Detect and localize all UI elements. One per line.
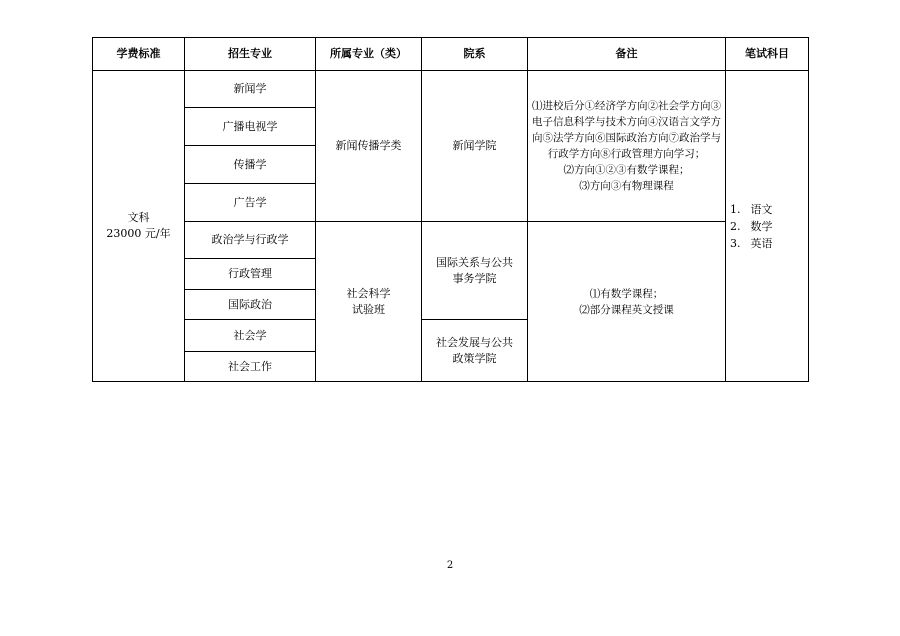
major-cell: 新闻学 [185, 71, 316, 108]
subject-item [730, 201, 804, 218]
header-exam-subjects: 笔试科目 [726, 38, 809, 71]
header-fee: 学费标准 [93, 38, 185, 71]
notes-cell [528, 71, 726, 222]
department-cell: 新闻学院 [422, 71, 528, 222]
page-number: 2 [446, 560, 454, 571]
header-notes: 备注 [528, 38, 726, 71]
major-cell: 行政管理 [185, 259, 316, 290]
major-cell: 传播学 [185, 146, 316, 184]
department-cell [422, 222, 528, 320]
department-line: 政策学院 [452, 351, 497, 365]
category-cell: 新闻传播学类 [316, 71, 422, 222]
subject-number: 1. [730, 202, 741, 216]
notes-cell [528, 222, 726, 382]
fee-line-1: 文科 [127, 211, 150, 224]
department-cell [422, 320, 528, 382]
note-item: ⑴有数学课程； [589, 287, 664, 300]
fee-cell [93, 71, 185, 382]
header-major: 招生专业 [185, 38, 316, 71]
exam-subjects-cell [726, 71, 809, 382]
category-line: 社会科学 [346, 286, 391, 300]
note-item: ⑵部分课程英文授课 [579, 303, 674, 316]
department-line: 社会发展与公共 [436, 335, 513, 349]
subject-name: 英语 [750, 236, 773, 250]
category-cell [316, 222, 422, 382]
header-department: 院系 [422, 38, 528, 71]
major-cell: 政治学与行政学 [185, 222, 316, 259]
note-item: ⑶方向③有物理课程 [579, 180, 674, 192]
subject-number: 3. [730, 236, 741, 250]
major-cell: 社会工作 [185, 352, 316, 382]
header-category: 所属专业（类） [316, 38, 422, 71]
subject-name: 数学 [750, 219, 773, 233]
admissions-table [92, 37, 809, 382]
subject-number: 2. [730, 219, 741, 233]
table-row [93, 71, 809, 108]
note-item: ⑴进校后分①经济学方向②社会学方向③电子信息科学与技术方向④汉语言文学方向⑤法学方向⑥国际政治方向⑦政治学与行政学方向⑧行政管理方向学习； [532, 100, 721, 160]
table-row [93, 222, 809, 259]
major-cell: 广播电视学 [185, 108, 316, 146]
major-cell: 广告学 [185, 184, 316, 222]
fee-line-2: 23000 元/年 [106, 227, 171, 240]
major-cell: 国际政治 [185, 290, 316, 320]
department-line: 国际关系与公共 [436, 255, 513, 269]
header-row [93, 38, 809, 71]
subject-item [730, 235, 804, 252]
category-line: 试验班 [352, 302, 385, 316]
note-item: ⑵方向①②③有数学课程； [563, 164, 690, 176]
subject-name: 语文 [750, 202, 773, 216]
subject-item [730, 218, 804, 235]
major-cell: 社会学 [185, 320, 316, 352]
department-line: 事务学院 [452, 271, 497, 285]
